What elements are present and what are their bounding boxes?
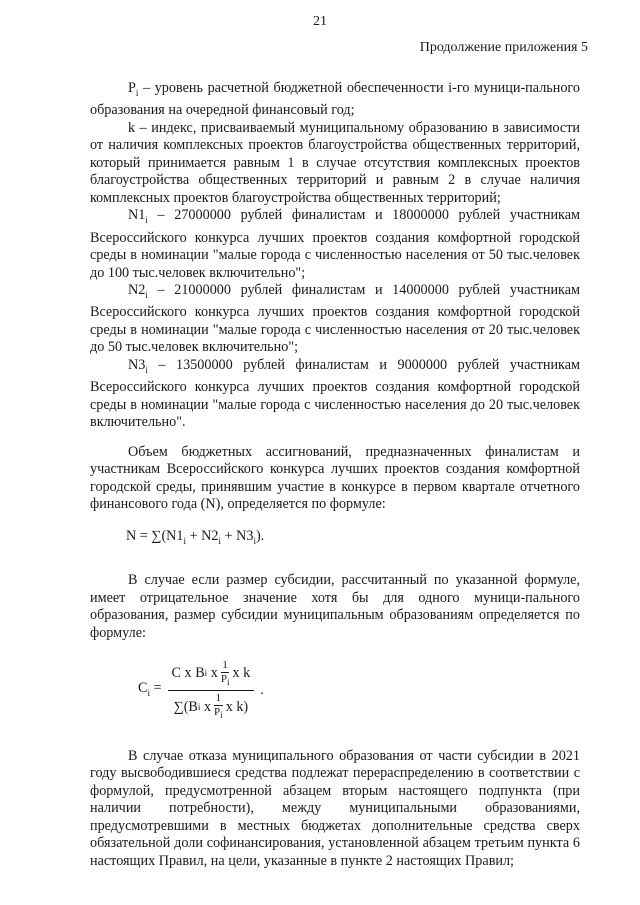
paragraph-refusal: В случае отказа муниципального образования от части субсидии в 2021 году высвободившиеся средства подлежат перераспределению в соответствии с формулой, предусмотренной абзацем вторым настоящего подпункта (при наличии потребности), между муниципальными образованиями, предусмотревшими в местных бюджетах дополнительные средства сверх обязательной доли софинансирования, установленной абзацем третьим пункта 6 настоящих Правил, на цели, указанные в пункте 2 настоящих Правил; — [90, 747, 580, 869]
formula-ci-inner-fraction-bottom: $\frac{1}{P_i}$ — [214, 692, 223, 721]
paragraph-k: k – индекс, присваиваемый муниципальному образованию в зависимости от наличия комплексных проектов благоустройства общественных территорий, который принимается равным 1 в случае отсутствия комплексных проектов благоустройства общественных территорий и равным 2 в случае наличия комплексных проектов благоустройства общественных территорий; — [90, 119, 580, 206]
paragraph-n1: $N1_i - 27000000$ рублей финалистам и 18000000 рублей участникам Всероссийского конкурса лучших проектов создания комфортной городской среды в номинации "малые города с численностью населения от 50 тыс.человек до 100 тыс.человек включительно"; — [90, 207, 580, 281]
paragraph-volume: Объем бюджетных ассигнований, предназначенных финалистам и участникам Всероссийского конкурса лучших проектов создания комфортной городской среды, принявшим участие в конкурсе в первом квартале отчетного финансового года (N), определяется по формуле: — [90, 443, 580, 513]
paragraph-negative-case: В случае если размер субсидии, рассчитанный по указанной формуле, имеет отрицательное значение хотя бы для одного муници-пального образования, размер субсидии муниципальным образованиям определяется по формуле: — [90, 572, 580, 641]
formula-ci-lhs: $C_i$ = — [138, 679, 162, 698]
paragraph-pi: $P_i$ – уровень расчетной бюджетной обеспеченности i-го муници-пального образования на очередной финансовый год; — [90, 80, 580, 119]
formula-ci-fraction — [168, 660, 255, 721]
appendix-label: Продолжение приложения 5 — [419, 40, 588, 55]
formula-ci-inner-fraction-top: $\frac{1}{P_i}$ — [220, 659, 230, 688]
paragraph-n2: $N2_i - 21000000$ рублей финалистам и 14000000 рублей участникам Всероссийского конкурса лучших проектов создания комфортной городской среды в номинации "малые города с численностью населения от 20 тыс.человек до 50 тыс.человек включительно"; — [90, 282, 580, 356]
formula-ci: $C_i$ = C x B i x $\frac{1}{P_i}$ x k ∑(B i x $\frac{1}{P_i}$ x k) . — [138, 659, 264, 721]
page-number: 21 — [313, 14, 327, 29]
paragraph-n3: $N3_i - 13500000$ рублей финалистам и 9000000 рублей участникам Всероссийского конкурса лучших проектов создания комфортной городской среды в номинации "малые города с численностью населения до 20 тыс.человек включительно". — [90, 356, 580, 431]
formula-ci-numerator: C x B i x $\frac{1}{P_i}$ x k — [171, 659, 251, 688]
formula-n: $N = \sum(N1_i + N2_i + N3_i)$. — [126, 527, 265, 546]
formula-ci-denominator: ∑(B i x $\frac{1}{P_i}$ x k) — [173, 692, 249, 721]
fraction-bar — [168, 690, 255, 691]
document-body — [90, 80, 580, 870]
